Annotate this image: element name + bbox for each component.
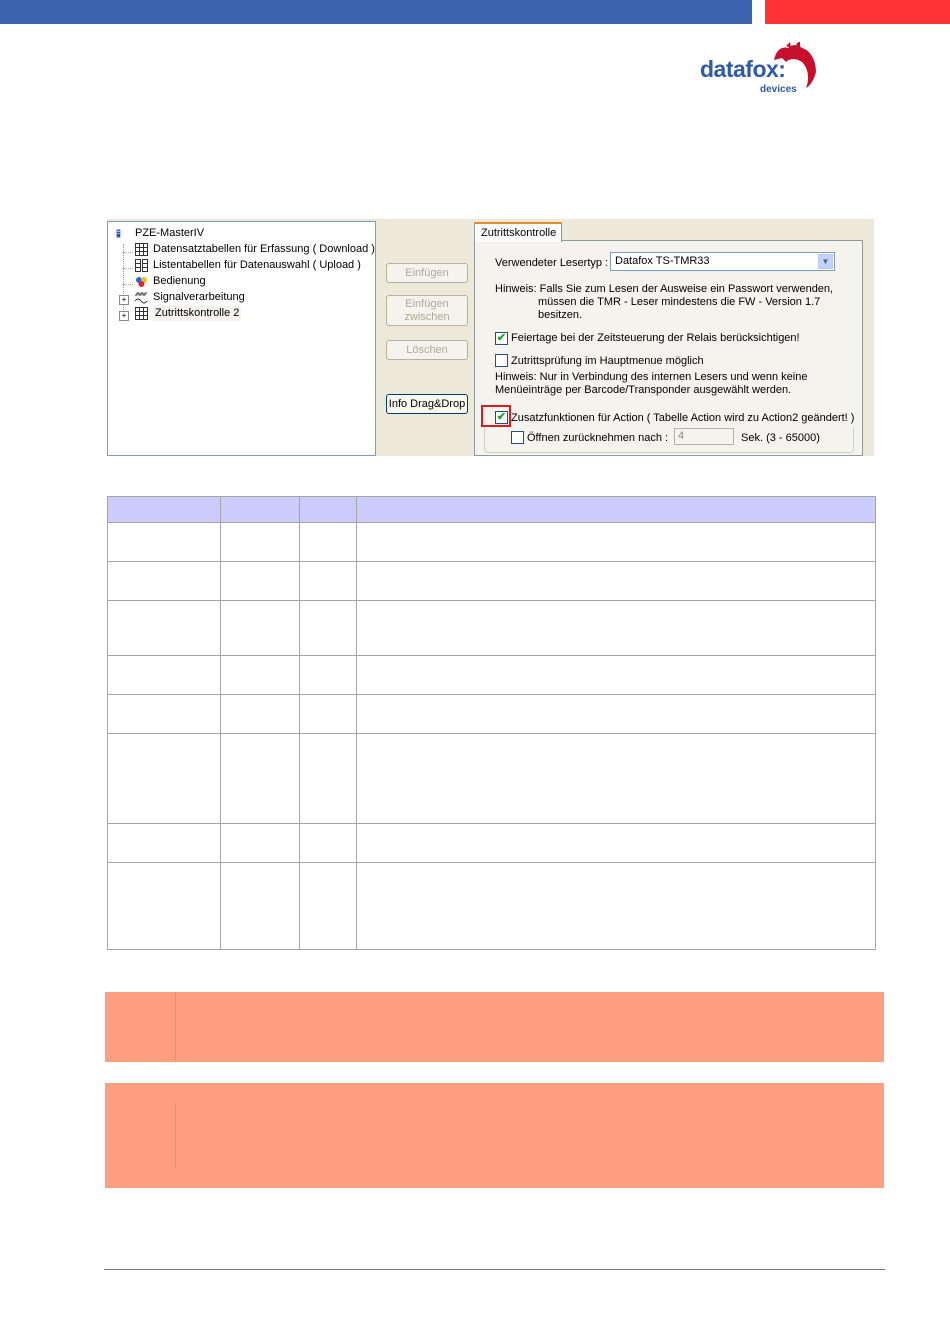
table-header-cell: [108, 497, 221, 523]
extra-functions-label: Zusatzfunktionen für Action ( Tabelle Action wird zu Action2 geändert! ): [511, 412, 855, 424]
tree-view[interactable]: [107, 221, 376, 456]
header-bar-red: [765, 0, 950, 24]
hint-text: besitzen.: [538, 309, 583, 321]
reopen-unit-label: Sek. (3 - 65000): [741, 432, 820, 444]
mainmenu-checkbox[interactable]: [495, 354, 508, 367]
header-bar-blue: [0, 0, 752, 24]
tree-item-label: Zutrittskontrolle 2: [155, 307, 240, 319]
tree-item-label: Bedienung: [153, 275, 206, 287]
expand-icon[interactable]: +: [119, 295, 129, 305]
datafox-logo: [700, 42, 820, 96]
tree-connector: [123, 244, 124, 316]
table-row: [108, 734, 876, 824]
note-box: [105, 1083, 884, 1188]
holidays-checkbox[interactable]: ✔: [496, 332, 507, 344]
hint-text: Hinweis: Falls Sie zum Lesen der Ausweise ein Passwort verwenden,: [495, 283, 834, 295]
reader-type-value: Datafox TS-TMR33: [615, 255, 710, 267]
table-row: [108, 824, 876, 863]
table-header-row: [108, 497, 876, 523]
hint-text: Hinweis: Nur in Verbindung des internen Lesers und wenn keine: [495, 371, 808, 383]
table-row: [108, 695, 876, 734]
insert-button[interactable]: Einfügen: [386, 263, 468, 283]
mainmenu-label: Zutrittsprüfung im Hauptmenue möglich: [511, 355, 704, 367]
table-header-cell: [300, 497, 357, 523]
tab-access-control[interactable]: Zutrittskontrolle: [474, 222, 562, 242]
hint-text: Menüeinträge per Barcode/Transponder ausgewählt werden.: [495, 384, 792, 396]
note-divider: [175, 1103, 176, 1168]
tree-item-label: Signalverarbeitung: [153, 291, 245, 303]
tree-connector: [123, 252, 133, 253]
parameter-table: [107, 496, 876, 950]
insert-between-button[interactable]: [386, 295, 468, 326]
table-row: [108, 656, 876, 695]
table-row: [108, 863, 876, 950]
tree-item-label: Datensatztabellen für Erfassung ( Download ): [153, 243, 375, 255]
insert-between-label-1: Einfügen: [405, 298, 449, 310]
tree-item-upload-tables[interactable]: [135, 258, 361, 273]
tree-item-root[interactable]: [116, 226, 204, 241]
expand-icon[interactable]: +: [119, 311, 129, 321]
table-row: [108, 601, 876, 656]
tree-item-operation[interactable]: [135, 274, 206, 289]
signal-icon: [135, 291, 148, 304]
tree-connector: [123, 284, 133, 285]
tree-item-access-control[interactable]: [135, 306, 241, 321]
delete-button[interactable]: Löschen: [386, 340, 468, 360]
reopen-label: Öffnen zurücknehmen nach :: [527, 432, 669, 444]
tree-item-label: PZE-MasterIV: [135, 227, 205, 239]
table-icon: [135, 243, 148, 256]
reopen-checkbox[interactable]: [511, 431, 524, 444]
logo-text: datafox:: [700, 56, 786, 82]
insert-between-label-2: zwischen: [404, 311, 450, 323]
note-box: [105, 992, 884, 1062]
table-row: [108, 562, 876, 601]
logo-subtext: devices: [760, 84, 797, 95]
info-drag-drop-button[interactable]: Info Drag&Drop: [386, 394, 468, 414]
reopen-seconds-input[interactable]: 4: [674, 428, 734, 445]
table-header-cell: [357, 497, 876, 523]
chevron-down-icon[interactable]: ▼: [818, 254, 833, 269]
table-row: [108, 523, 876, 562]
list-table-icon: [135, 259, 148, 272]
tree-item-label: Listentabellen für Datenauswahl ( Upload ): [153, 259, 361, 271]
tree-item-signal[interactable]: [135, 290, 245, 305]
holidays-label: Feiertage bei der Zeitsteuerung der Relais berücksichtigen!: [511, 332, 800, 344]
operation-icon: [135, 275, 148, 288]
hint-text: müssen die TMR - Leser mindestens die FW - Version 1.7: [538, 296, 821, 308]
extra-functions-checkbox[interactable]: ✔: [496, 411, 507, 423]
reader-type-select[interactable]: [610, 252, 835, 271]
note-divider: [175, 992, 176, 1062]
tree-connector: [123, 268, 133, 269]
reader-type-label: Verwendeter Lesertyp :: [495, 257, 609, 269]
device-icon: [116, 227, 124, 240]
table-header-cell: [221, 497, 300, 523]
app-screenshot: [107, 219, 874, 456]
footer-rule: [104, 1269, 885, 1270]
access-table-icon: [135, 307, 148, 320]
highlight-box: [481, 405, 511, 427]
tree-item-download-tables[interactable]: [135, 242, 375, 257]
